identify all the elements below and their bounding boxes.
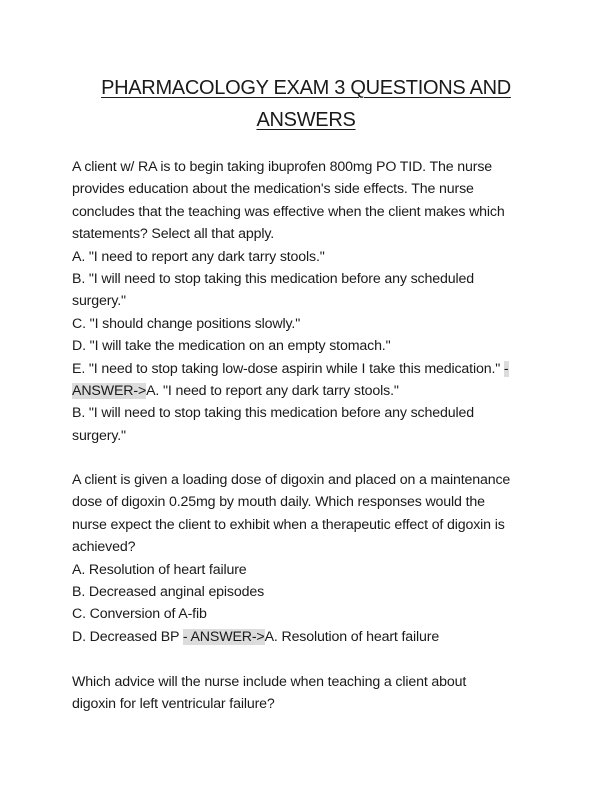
document-title-line-2: ANSWERS bbox=[256, 109, 356, 131]
question-1-option: C. "I should change positions slowly." bbox=[72, 315, 301, 332]
question-2 bbox=[72, 469, 542, 648]
question-1-option: B. "I will need to stop taking this medication before any scheduled bbox=[72, 270, 474, 287]
question-2-option: B. Decreased anginal episodes bbox=[72, 583, 265, 600]
question-2-option-d: D. Decreased BP bbox=[72, 628, 183, 645]
question-1-option-e: E. "I need to stop taking low-dose aspirin while I take this medication." bbox=[72, 360, 504, 377]
question-2-option: A. Resolution of heart failure bbox=[72, 561, 247, 578]
question-3-stem-line: Which advice will the nurse include when teaching a client about bbox=[72, 674, 467, 690]
answer-marker: - bbox=[503, 360, 509, 377]
question-3 bbox=[72, 671, 542, 716]
question-2-stem-line: A client is given a loading dose of digoxin and placed on a maintenance bbox=[72, 472, 511, 488]
question-1-option-e-line bbox=[72, 358, 542, 380]
question-2-stem-line: achieved? bbox=[72, 539, 136, 556]
question-1 bbox=[72, 156, 542, 447]
question-1-option: A. "I need to report any dark tarry stools." bbox=[72, 248, 325, 265]
question-1-option: surgery." bbox=[72, 293, 126, 310]
question-2-stem-line: nurse expect the client to exhibit when a therapeutic effect of digoxin is bbox=[72, 516, 505, 533]
question-1-answer-line bbox=[72, 380, 542, 402]
question-1-option: D. "I will take the medication on an empty stomach." bbox=[72, 338, 391, 355]
question-1-answer: B. "I will need to stop taking this medication before any scheduled bbox=[72, 405, 474, 422]
question-1-stem-line: statements? Select all that apply. bbox=[72, 226, 275, 243]
document-title-line-1: PHARMACOLOGY EXAM 3 QUESTIONS AND bbox=[101, 77, 511, 99]
question-2-stem-line: dose of digoxin 0.25mg by mouth daily. Which responses would the bbox=[72, 494, 485, 511]
answer-marker: - ANSWER-> bbox=[182, 628, 265, 645]
question-1-stem-line: provides education about the medication's side effects. The nurse bbox=[72, 181, 474, 198]
question-3-stem-line: digoxin for left ventricular failure? bbox=[72, 696, 275, 713]
question-2-option: C. Conversion of A-fib bbox=[72, 606, 207, 623]
question-1-stem-line: concludes that the teaching was effective when the client makes which bbox=[72, 203, 505, 220]
question-1-stem-line: A client w/ RA is to begin taking ibuprofen 800mg PO TID. The nurse bbox=[72, 159, 493, 175]
question-1-answer: A. "I need to report any dark tarry stools." bbox=[146, 382, 399, 399]
question-2-answer: A. Resolution of heart failure bbox=[264, 628, 440, 645]
answer-marker: ANSWER-> bbox=[72, 382, 147, 399]
question-1-answer: surgery." bbox=[72, 427, 126, 444]
question-2-option-d-line bbox=[72, 626, 542, 648]
